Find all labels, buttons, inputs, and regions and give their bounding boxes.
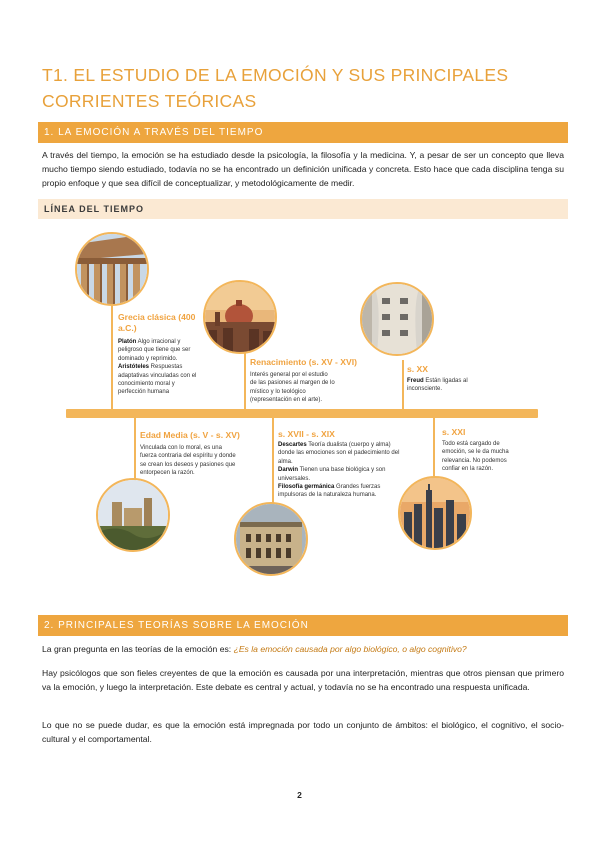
- era-text-line: conocimiento moral y: [118, 381, 175, 388]
- era-text-line: Algo irracional y: [136, 339, 181, 345]
- stem-grecia: [111, 306, 113, 410]
- era-text-line: inconsciente.: [407, 386, 443, 393]
- era-text-sxx: [407, 377, 497, 394]
- page-number: 2: [297, 790, 302, 800]
- era-text-line: Grandes fuerzas: [334, 484, 381, 491]
- author-darwin: Darwin: [278, 467, 299, 474]
- era-text-line: Todo está cargado de: [442, 441, 500, 447]
- question-text: ¿Es la emoción causada por algo biológico, o algo cognitivo?: [233, 644, 467, 654]
- era-title-sxvii: s. XVII - s. XIX: [278, 429, 335, 439]
- stem-edadmedia: [134, 418, 136, 482]
- era-text-grecia: [118, 338, 218, 397]
- era-text-renacimiento: [250, 371, 370, 405]
- era-text-line: relevancia. No podemos: [442, 457, 507, 464]
- timeline-axis: [66, 409, 538, 418]
- era-text-line: (representación en el arte).: [250, 397, 323, 404]
- section-heading-1: 1. LA EMOCIÓN A TRAVÉS DEL TIEMPO: [38, 122, 568, 143]
- section1-paragraph: A través del tiempo, la emoción se ha estudiado desde la psicología, la filosofía y la medicina. Y, a pesar de ser un concepto que lleva mucho tiempo siendo estudiado, todavía no se ha encontrado un definición unificada y concreta. Esto hace que cada disciplina tenga su propio enfoque y que sea difícil de conceptualizar, y metodológicamente de medir.: [42, 150, 564, 188]
- era-text-line: Respuestas: [149, 364, 183, 371]
- era-text-sxxi: [442, 440, 537, 474]
- era-text-sxvii: [278, 441, 418, 500]
- era-text-line: místico y lo teológico: [250, 388, 306, 395]
- stem-renacimiento: [244, 352, 246, 410]
- era-text-line: de las pasiones al margen de lo: [250, 380, 335, 387]
- era-text-line: Tienen una base biológica y son: [298, 467, 386, 474]
- castle-photo: [96, 478, 170, 552]
- era-text-line: Teoría dualista (cuerpo y alma): [306, 442, 391, 448]
- era-text-line: dominado y reprimido.: [118, 355, 178, 362]
- section2-paragraph-2: Lo que no se puede dudar, es que la emoción está impregnada por todo un conjunto de ámbitos: el biológico, el cognitivo, el socio-cultural y el comportamental.: [42, 720, 564, 744]
- era-text-line: fuerza contraria del espíritu y donde: [140, 453, 236, 460]
- author-platon: Platón: [118, 339, 137, 345]
- palace-photo: [234, 502, 308, 576]
- era-text-line: Vinculada con lo moral, es una: [140, 445, 222, 451]
- section2-question: [42, 642, 564, 656]
- greek-temple-photo: [75, 232, 149, 306]
- era-title-sxxi: s. XXI: [442, 427, 466, 437]
- era-text-line: alma.: [278, 458, 293, 465]
- era-text-line: confiar en la razón.: [442, 466, 494, 473]
- section2-paragraph-1: Hay psicólogos que son fieles creyentes de que la emoción es causada por una interpretación, mientras que otros piensan que primero va la emoción, y luego la interpretación. Este debate es central y actual, y todavía no se ha encontrado una respuesta unificada.: [42, 668, 564, 692]
- gaudi-building-photo: [360, 282, 434, 356]
- author-freud: Freud: [407, 378, 424, 384]
- timeline-subheading: LÍNEA DEL TIEMPO: [38, 199, 568, 219]
- era-text-line: adaptativas vinculadas con el: [118, 372, 197, 379]
- era-title-renacimiento: Renacimiento (s. XV - XVI): [250, 357, 357, 367]
- era-text-line: donde las emociones son el padecimiento del: [278, 450, 400, 457]
- era-text-line: peligroso que tiene que ser: [118, 347, 191, 354]
- era-text-line: universales.: [278, 475, 311, 482]
- era-text-line: perfección humana: [118, 389, 170, 396]
- era-text-line: Interés general por el estudio: [250, 372, 328, 378]
- era-title-sxx: s. XX: [407, 364, 429, 374]
- stem-sxxi: [433, 418, 435, 480]
- section-heading-2: 2. PRINCIPALES TEORÍAS SOBRE LA EMOCIÓN: [38, 615, 568, 636]
- era-text-line: entorpecen la razón.: [140, 470, 195, 477]
- stem-sxx: [402, 360, 404, 410]
- question-lead: La gran pregunta en las teorías de la emoción es:: [42, 644, 234, 654]
- era-text-edadmedia: [140, 444, 275, 478]
- era-title-grecia: Grecia clásica (400 a.C.): [118, 312, 196, 333]
- author-filosofia-germanica: Filosofía germánica: [278, 484, 335, 491]
- era-title-edadmedia: Edad Media (s. V - s. XV): [140, 430, 240, 440]
- era-text-line: emoción, se le da mucha: [442, 449, 509, 456]
- era-text-line: impulsoras de la naturaleza humana.: [278, 492, 377, 499]
- era-text-line: Están ligadas al: [423, 378, 468, 384]
- document-title: T1. EL ESTUDIO DE LA EMOCIÓN Y SUS PRINCIPALES CORRIENTES TEÓRICAS: [42, 65, 509, 111]
- author-descartes: Descartes: [278, 442, 307, 448]
- author-aristoteles: Aristóteles: [118, 364, 150, 371]
- era-text-line: se crean los deseos y pasiones que: [140, 461, 236, 468]
